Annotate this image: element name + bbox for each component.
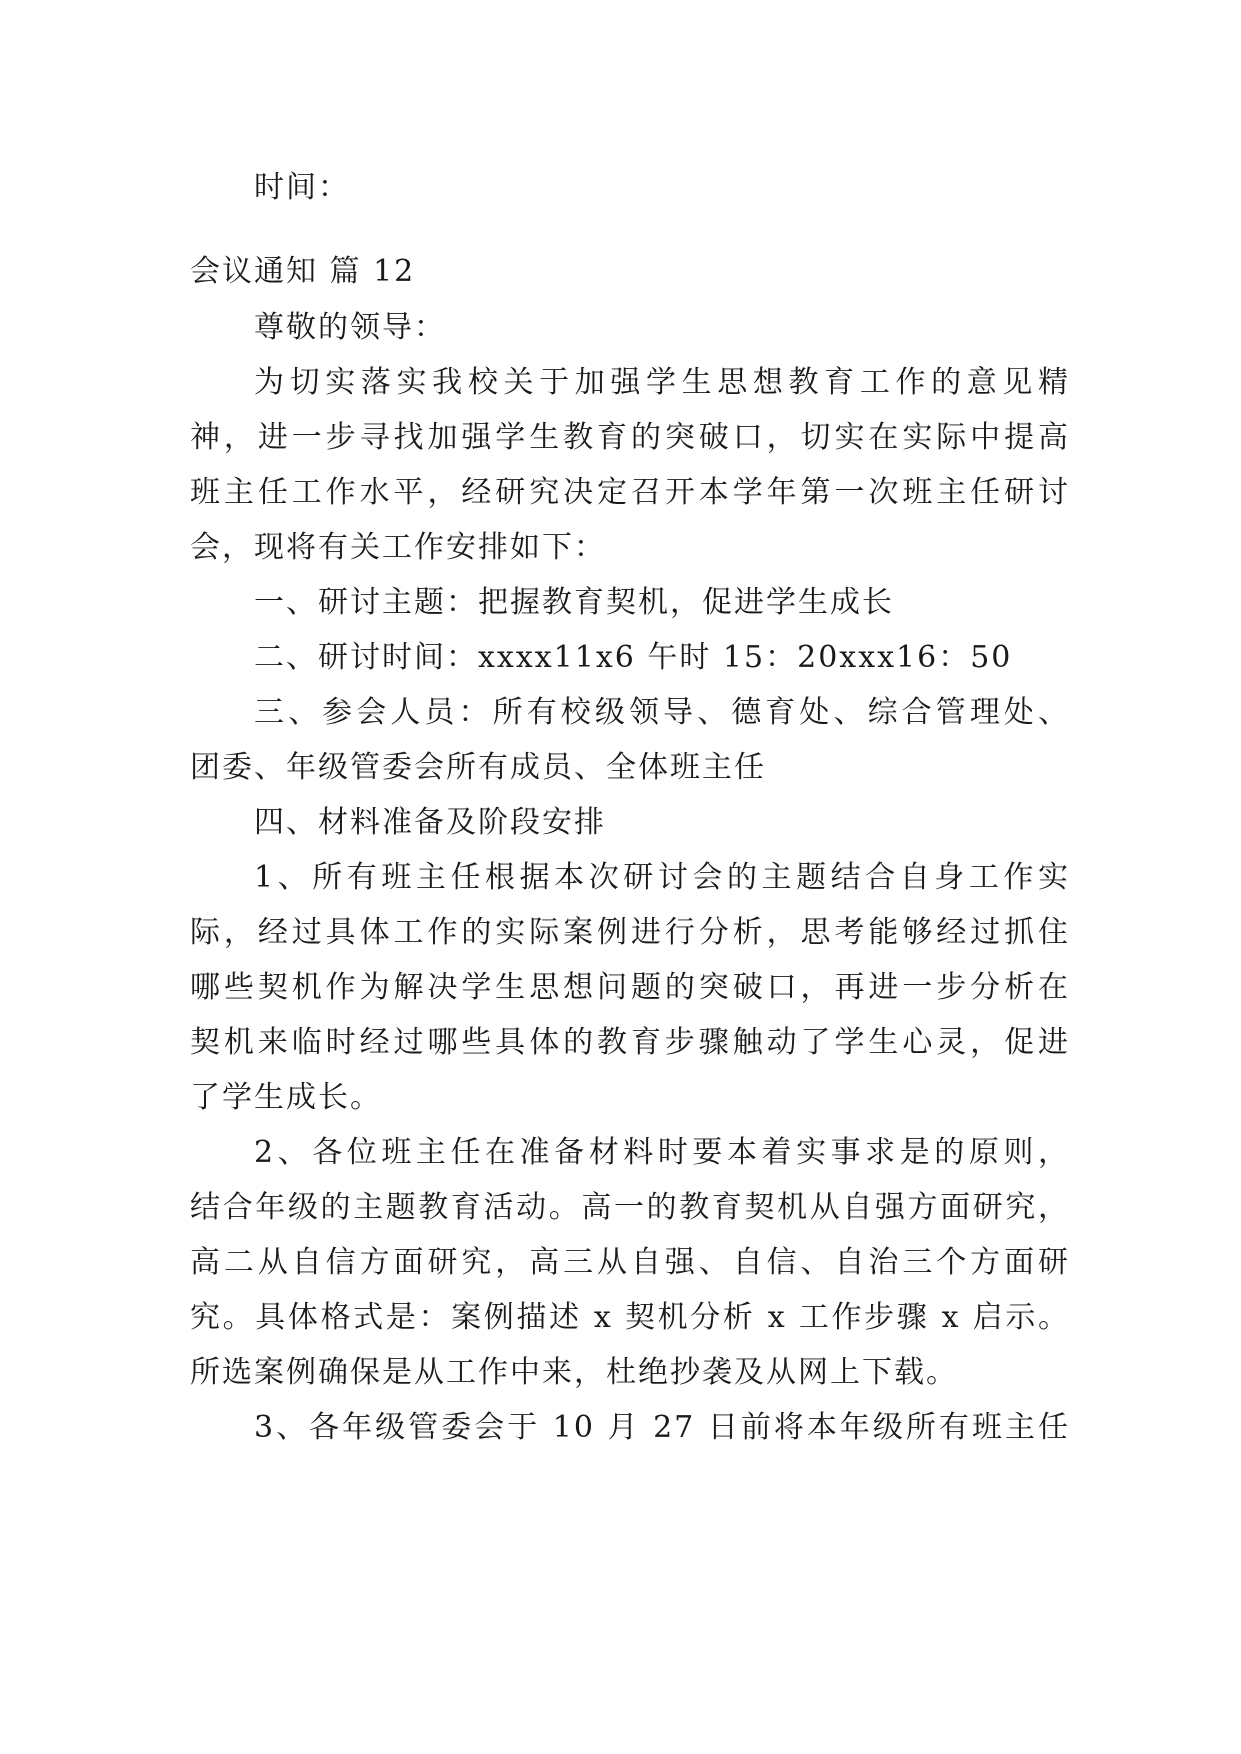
paragraph-line: 契机来临时经过哪些具体的教育步骤触动了学生心灵，促进 <box>190 1025 1070 1060</box>
paragraph-line: 3、各年级管委会于 10 月 27 日前将本年级所有班主任 <box>254 1410 1070 1445</box>
paragraph-line: 了学生成长。 <box>190 1080 382 1115</box>
paragraph-line: 一、研讨主题：把握教育契机，促进学生成长 <box>254 585 894 620</box>
time-label: 时间： <box>254 170 350 205</box>
paragraph-line: 哪些契机作为解决学生思想问题的突破口，再进一步分析在 <box>190 970 1070 1005</box>
salutation: 尊敬的领导： <box>254 310 446 345</box>
paragraph-line: 班主任工作水平，经研究决定召开本学年第一次班主任研讨 <box>190 475 1070 510</box>
paragraph-line: 神，进一步寻找加强学生教育的突破口，切实在实际中提高 <box>190 420 1070 455</box>
paragraph-line: 际，经过具体工作的实际案例进行分析，思考能够经过抓住 <box>190 915 1070 950</box>
section-title: 会议通知 篇 12 <box>190 254 416 289</box>
paragraph-line: 为切实落实我校关于加强学生思想教育工作的意见精 <box>254 365 1070 400</box>
paragraph-line: 四、材料准备及阶段安排 <box>254 805 606 840</box>
paragraph-line: 二、研讨时间：xxxx11x6 午时 15：20xxx16：50 <box>254 640 1013 675</box>
paragraph-line: 结合年级的主题教育活动。高一的教育契机从自强方面研究， <box>190 1190 1070 1225</box>
paragraph-line: 高二从自信方面研究，高三从自强、自信、自治三个方面研 <box>190 1245 1070 1280</box>
paragraph-line: 三、参会人员：所有校级领导、德育处、综合管理处、 <box>254 695 1070 730</box>
paragraph-line: 2、各位班主任在准备材料时要本着实事求是的原则， <box>254 1135 1070 1170</box>
paragraph-line: 1、所有班主任根据本次研讨会的主题结合自身工作实 <box>254 860 1070 895</box>
paragraph-line: 究。具体格式是：案例描述 x 契机分析 x 工作步骤 x 启示。 <box>190 1300 1070 1335</box>
paragraph-line: 会，现将有关工作安排如下： <box>190 530 606 565</box>
paragraph-line: 所选案例确保是从工作中来，杜绝抄袭及从网上下载。 <box>190 1355 958 1390</box>
paragraph-line: 团委、年级管委会所有成员、全体班主任 <box>190 750 766 785</box>
